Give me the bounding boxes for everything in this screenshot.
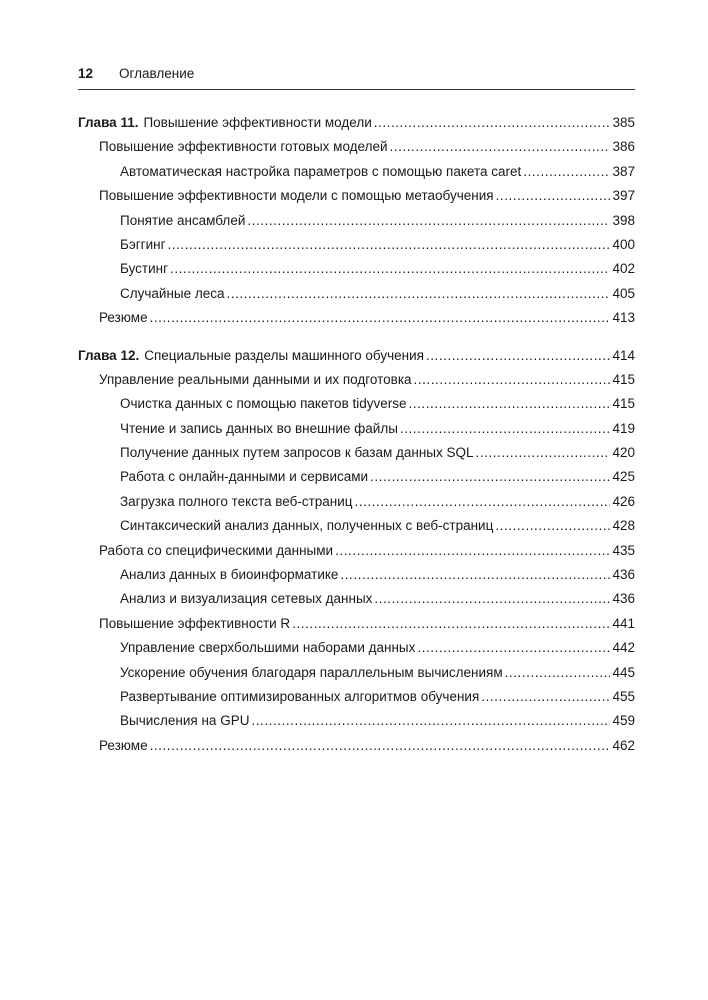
toc-section-entry[interactable] <box>78 186 635 210</box>
toc-subsection-entry[interactable] <box>78 394 635 418</box>
toc-section-entry[interactable] <box>78 614 635 638</box>
toc-subsection-entry[interactable] <box>78 419 635 443</box>
dot-leader <box>340 565 610 585</box>
toc-chapter-entry[interactable] <box>78 113 635 137</box>
toc-subsection-entry[interactable] <box>78 162 635 186</box>
toc-entry-title: Автоматическая настройка параметров с помощью пакета caret <box>120 163 522 179</box>
toc-subsection-entry[interactable] <box>78 516 635 540</box>
toc-entry-page-number: 398 <box>612 212 635 228</box>
toc-subsection-entry[interactable] <box>78 687 635 711</box>
dot-leader <box>355 492 611 512</box>
chapter-title: Повышение эффективности модели <box>143 115 372 130</box>
toc-entry-title: Резюме <box>99 737 148 753</box>
toc-entry-title: Синтаксический анализ данных, полученных с веб-страниц <box>120 518 494 534</box>
toc-entry-page-number: 442 <box>612 640 635 656</box>
toc-entry-title-wrap <box>78 346 424 366</box>
header-rule <box>78 89 635 90</box>
toc-subsection-entry[interactable] <box>78 467 635 491</box>
toc-entry-title: Повышение эффективности модели с помощью метаобучения <box>99 188 494 204</box>
dot-leader <box>496 186 611 206</box>
toc-entry-page-number: 428 <box>612 518 635 534</box>
chapter-title: Специальные разделы машинного обучения <box>144 347 424 363</box>
toc-entry-page-number: 441 <box>612 615 635 631</box>
toc-entry-page-number: 387 <box>612 163 635 179</box>
toc-entry-title: Ускорение обучения благодаря параллельным вычислениям <box>120 664 503 680</box>
toc-entry-title: Управление сверхбольшими наборами данных <box>120 640 416 656</box>
chapter-gap <box>78 333 635 346</box>
toc-subsection-entry[interactable] <box>78 211 635 235</box>
toc-entry-page-number: 415 <box>612 371 635 387</box>
toc-subsection-entry[interactable] <box>78 492 635 516</box>
toc-entry-page-number: 397 <box>612 188 635 204</box>
dot-leader <box>170 259 610 279</box>
dot-leader <box>426 346 611 366</box>
dot-leader <box>374 113 611 133</box>
dot-leader <box>505 663 611 683</box>
toc-section-entry[interactable] <box>78 308 635 332</box>
toc-entry-page-number: 436 <box>612 591 635 607</box>
toc-entry-title: Повышение эффективности готовых моделей <box>99 139 388 155</box>
toc-entry-page-number: 420 <box>612 445 635 461</box>
toc-entry-page-number: 415 <box>612 396 635 412</box>
toc-entry-title: Случайные леса <box>120 285 225 301</box>
toc-entry-title: Бэггинг <box>120 236 166 252</box>
toc-entry-title: Бустинг <box>120 261 169 277</box>
chapter-page-number: 385 <box>612 115 635 130</box>
toc-entry-page-number: 413 <box>612 310 635 326</box>
toc-entry-title: Очистка данных с помощью пакетов tidyverse <box>120 396 407 412</box>
toc-chapter-entry[interactable] <box>78 346 635 370</box>
chapter-page-number: 414 <box>612 347 635 363</box>
dot-leader <box>374 589 610 609</box>
toc-entry-title: Анализ данных в биоинформатике <box>120 567 339 583</box>
toc-entry-title: Загрузка полного текста веб-страниц <box>120 493 353 509</box>
dot-leader <box>247 211 610 231</box>
toc-section-entry[interactable] <box>78 137 635 161</box>
dot-leader <box>414 370 611 390</box>
toc-entry-page-number: 435 <box>612 542 635 558</box>
toc-entry-page-number: 455 <box>612 688 635 704</box>
toc-entry-title: Анализ и визуализация сетевых данных <box>120 591 373 607</box>
toc-subsection-entry[interactable] <box>78 443 635 467</box>
dot-leader <box>150 736 611 756</box>
running-header <box>78 66 634 81</box>
page-number: 12 <box>78 66 94 81</box>
dot-leader <box>481 687 610 707</box>
toc-entry-page-number: 425 <box>612 469 635 485</box>
toc-entry-page-number: 426 <box>612 493 635 509</box>
dot-leader <box>227 284 611 304</box>
toc-entry-page-number: 462 <box>612 737 635 753</box>
toc-entry-title: Развертывание оптимизированных алгоритмов обучения <box>120 688 480 704</box>
toc-subsection-entry[interactable] <box>78 235 635 259</box>
dot-leader <box>523 162 610 182</box>
toc-entry-title: Вычисления на GPU <box>120 713 250 729</box>
toc-entry-title: Чтение и запись данных во внешние файлы <box>120 420 398 436</box>
dot-leader <box>292 614 610 634</box>
dot-leader <box>335 541 610 561</box>
toc-entry-page-number: 436 <box>612 567 635 583</box>
toc-entry-title: Понятие ансамблей <box>120 212 246 228</box>
toc-entry-title: Получение данных путем запросов к базам данных SQL <box>120 445 474 461</box>
toc-entry-title-wrap <box>78 113 372 133</box>
toc-section-entry[interactable] <box>78 370 635 394</box>
dot-leader <box>495 516 610 536</box>
toc-entry-page-number: 459 <box>612 713 635 729</box>
dot-leader <box>390 137 611 157</box>
toc-entry-title: Повышение эффективности R <box>99 615 291 631</box>
toc-entry-page-number: 402 <box>612 261 635 277</box>
table-of-contents <box>78 113 635 760</box>
dot-leader <box>150 308 611 328</box>
running-title: Оглавление <box>119 66 195 81</box>
toc-entry-page-number: 419 <box>612 420 635 436</box>
toc-subsection-entry[interactable] <box>78 259 635 283</box>
dot-leader <box>409 394 611 414</box>
toc-subsection-entry[interactable] <box>78 663 635 687</box>
toc-entry-title: Управление реальными данными и их подготовка <box>99 371 412 387</box>
toc-entry-title: Работа со специфическими данными <box>99 542 334 558</box>
toc-entry-page-number: 386 <box>612 139 635 155</box>
dot-leader <box>370 467 610 487</box>
dot-leader <box>168 235 611 255</box>
chapter-prefix: Глава 11. <box>78 115 139 130</box>
dot-leader <box>251 711 610 731</box>
toc-subsection-entry[interactable] <box>78 589 635 613</box>
toc-section-entry[interactable] <box>78 541 635 565</box>
toc-subsection-entry[interactable] <box>78 711 635 735</box>
chapter-prefix: Глава 12. <box>78 347 140 363</box>
dot-leader <box>400 419 611 439</box>
toc-entry-title: Работа с онлайн-данными и сервисами <box>120 469 369 485</box>
dot-leader <box>417 638 610 658</box>
toc-entry-page-number: 400 <box>612 236 635 252</box>
toc-subsection-entry[interactable] <box>78 565 635 589</box>
dot-leader <box>476 443 611 463</box>
toc-entry-title: Резюме <box>99 310 148 326</box>
toc-section-entry[interactable] <box>78 736 635 760</box>
toc-subsection-entry[interactable] <box>78 284 635 308</box>
toc-entry-page-number: 405 <box>612 285 635 301</box>
toc-subsection-entry[interactable] <box>78 638 635 662</box>
toc-entry-page-number: 445 <box>612 664 635 680</box>
